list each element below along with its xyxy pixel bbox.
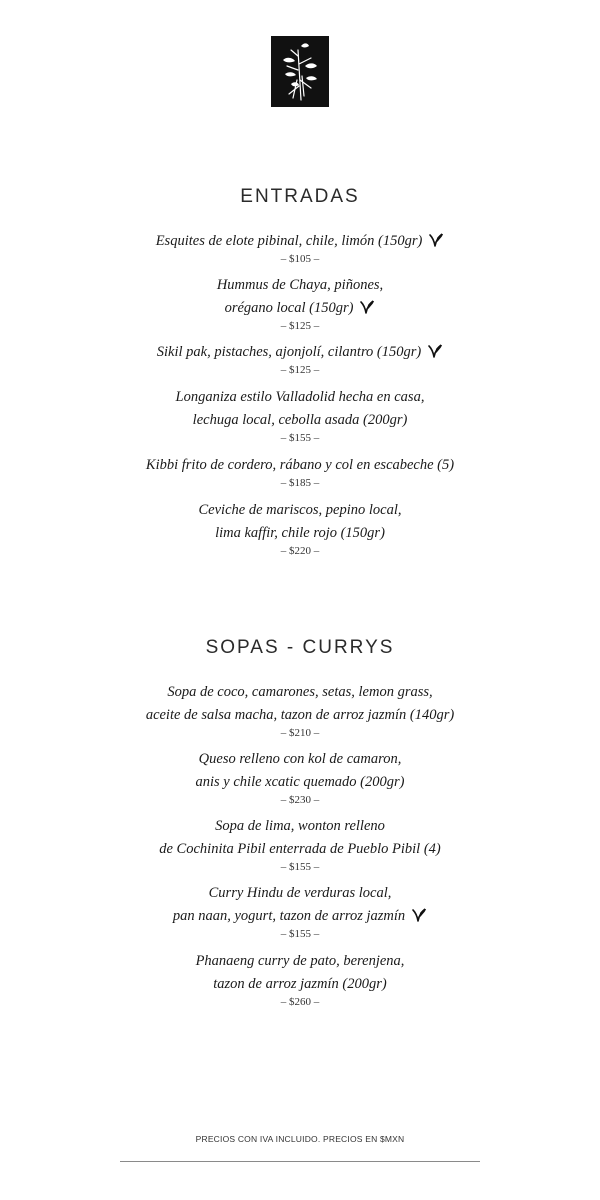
item-name-line: lima kaffir, chile rojo (150gr) bbox=[215, 525, 385, 541]
item-name-line: anis y chile xcatic quemado (200gr) bbox=[195, 774, 405, 790]
sprout-icon bbox=[428, 233, 444, 247]
section-title-entradas: ENTRADAS bbox=[240, 186, 360, 207]
item-price: – $155 – bbox=[280, 928, 320, 940]
item-price: – $210 – bbox=[280, 727, 320, 739]
menu-item bbox=[0, 230, 600, 266]
menu-item bbox=[0, 815, 600, 874]
item-price: – $125 – bbox=[280, 320, 320, 332]
item-price: – $105 – bbox=[280, 253, 320, 265]
sprout-icon bbox=[411, 908, 427, 922]
section-title-sopas-currys: SOPAS - CURRYS bbox=[205, 637, 395, 658]
item-name-line: Hummus de Chaya, piñones, bbox=[216, 277, 384, 293]
footer-divider bbox=[120, 1161, 480, 1162]
restaurant-logo bbox=[271, 36, 329, 107]
item-name-line: Longaniza estilo Valladolid hecha en casa, bbox=[175, 389, 425, 405]
menu-item bbox=[0, 341, 600, 377]
item-name-line: Kibbi frito de cordero, rábano y col en escabeche (5) bbox=[145, 457, 455, 473]
item-name-line: Curry Hindu de verduras local, bbox=[208, 885, 392, 901]
item-price: – $185 – bbox=[280, 477, 320, 489]
menu-item bbox=[0, 748, 600, 807]
item-name-line: Sopa de lima, wonton relleno bbox=[215, 818, 385, 834]
menu-item bbox=[0, 274, 600, 333]
item-name-line: lechuga local, cebolla asada (200gr) bbox=[192, 412, 408, 428]
item-name-line: de Cochinita Pibil enterrada de Pueblo Pibil (4) bbox=[159, 841, 441, 857]
plant-sketch-icon bbox=[271, 36, 329, 107]
item-price: – $220 – bbox=[280, 545, 320, 557]
menu-item bbox=[0, 681, 600, 740]
sprout-icon bbox=[427, 344, 443, 358]
item-name-line: pan naan, yogurt, tazon de arroz jazmín bbox=[172, 908, 406, 924]
item-name-line: Ceviche de mariscos, pepino local, bbox=[198, 502, 402, 518]
item-price: – $230 – bbox=[280, 794, 320, 806]
item-price: – $125 – bbox=[280, 364, 320, 376]
item-name-line: Sopa de coco, camarones, setas, lemon grass, bbox=[167, 684, 433, 700]
menu-item bbox=[0, 499, 600, 558]
item-name-line: Esquites de elote pibinal, chile, limón (150gr) bbox=[155, 233, 423, 249]
menu-item bbox=[0, 882, 600, 941]
item-price: – $155 – bbox=[280, 432, 320, 444]
item-name-line: aceite de salsa macha, tazon de arroz jazmín (140gr) bbox=[145, 707, 455, 723]
item-name-line: orégano local (150gr) bbox=[224, 300, 354, 316]
footer-note: PRECIOS CON IVA INCLUIDO. PRECIOS EN $MXN bbox=[195, 1134, 405, 1144]
sprout-icon bbox=[359, 300, 375, 314]
item-name-line: tazon de arroz jazmín (200gr) bbox=[213, 976, 387, 992]
item-name-line: Queso relleno con kol de camaron, bbox=[198, 751, 402, 767]
menu-item bbox=[0, 950, 600, 1009]
menu-item bbox=[0, 386, 600, 445]
item-name-line: Sikil pak, pistaches, ajonjolí, cilantro (150gr) bbox=[156, 344, 422, 360]
item-name-line: Phanaeng curry de pato, berenjena, bbox=[195, 953, 405, 969]
item-price: – $260 – bbox=[280, 996, 320, 1008]
menu-item bbox=[0, 454, 600, 490]
item-price: – $155 – bbox=[280, 861, 320, 873]
